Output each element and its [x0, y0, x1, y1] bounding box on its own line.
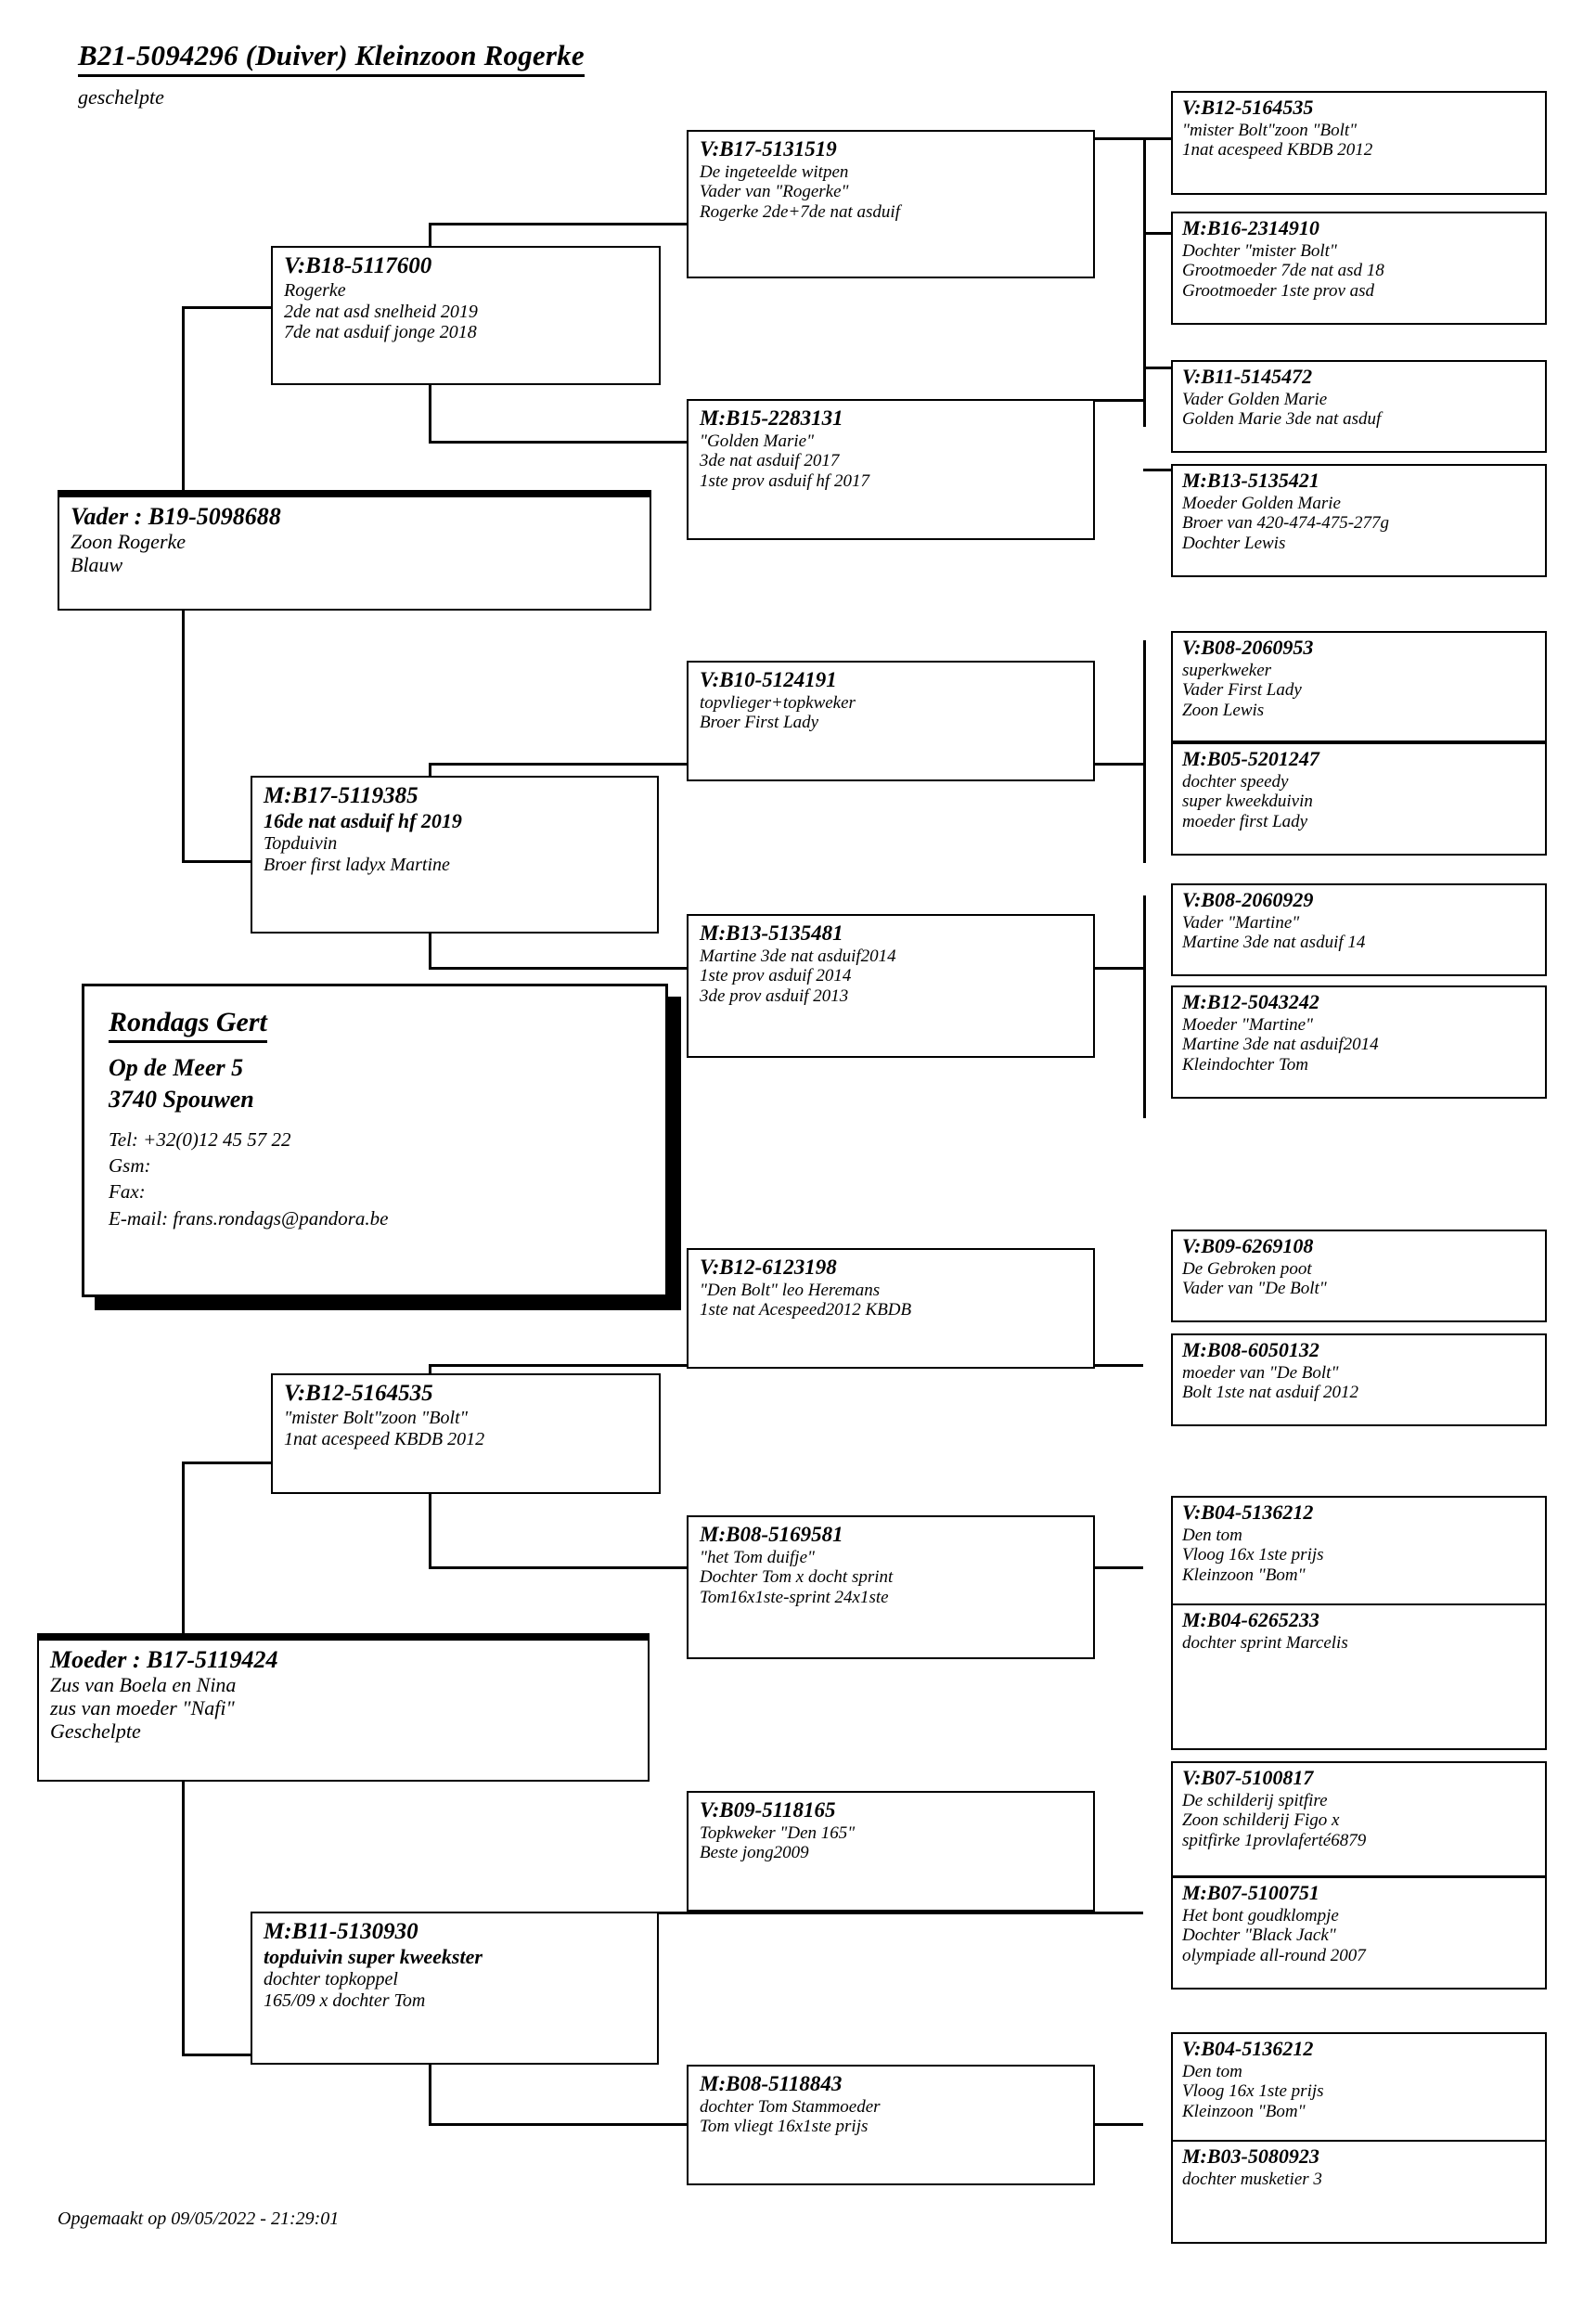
pedigree-box-gen4-6[interactable]: [1171, 742, 1547, 856]
box-line: Bolt 1ste nat asduif 2012: [1182, 1383, 1358, 1403]
box-line: Tom vliegt 16x1ste prijs: [700, 2117, 869, 2137]
box-title: M:B04-6265233: [1182, 1608, 1319, 1631]
box-title: M:B08-5169581: [700, 1523, 843, 1546]
pedigree-box-gen2-2[interactable]: [251, 776, 659, 934]
box-line: Martine 3de nat asduif2014: [700, 946, 896, 966]
box-line: 16de nat asduif hf 2019: [264, 809, 462, 833]
pedigree-box-gen4-10[interactable]: [1171, 1333, 1547, 1426]
box-line: Beste jong2009: [700, 1843, 809, 1863]
box-line: Golden Marie 3de nat asduf: [1182, 409, 1382, 430]
connector-mother-to-gen2c: [182, 1462, 271, 1464]
box-line: dochter topkoppel: [264, 1969, 398, 1990]
connector-gen3b-top: [1143, 367, 1173, 369]
pedigree-box-gen4-8[interactable]: [1171, 985, 1547, 1099]
box-line: 3de prov asduif 2013: [700, 985, 849, 1006]
pedigree-box-gen4-16[interactable]: [1171, 2140, 1547, 2244]
box-line: "het Tom duifje": [700, 1547, 815, 1567]
box-line: Vader "Martine": [1182, 912, 1300, 933]
pedigree-box-gen3-4[interactable]: [687, 914, 1095, 1058]
box-line: De ingeteelde witpen: [700, 161, 849, 182]
box-title: M:B13-5135421: [1182, 469, 1319, 492]
pedigree-box-gen3-2[interactable]: [687, 399, 1095, 540]
box-title: V:B07-5100817: [1182, 1766, 1314, 1789]
box-line: 7de nat asduif jonge 2018: [284, 322, 477, 343]
box-title: Moeder : B17-5119424: [50, 1646, 278, 1673]
box-title: M:B08-5118843: [700, 2072, 843, 2095]
box-line: Topkweker "Den 165": [700, 1822, 856, 1843]
box-line: Zoon schilderij Figo x: [1182, 1810, 1340, 1831]
page-title: B21-5094296 (Duiver) Kleinzoon Rogerke: [78, 39, 585, 77]
box-line: Moeder "Martine": [1182, 1014, 1314, 1035]
box-line: Zoon Rogerke: [71, 530, 187, 554]
box-title: V:B17-5131519: [700, 137, 837, 161]
pedigree-box-gen4-3[interactable]: [1171, 360, 1547, 453]
box-line: Den tom: [1182, 2061, 1242, 2081]
box-line: 3de nat asduif 2017: [700, 451, 840, 471]
box-line: topduivin super kweekster: [264, 1945, 483, 1969]
box-line: Rogerke 2de+7de nat asduif: [700, 201, 900, 222]
box-line: Broer van 420-474-475-277g: [1182, 513, 1390, 534]
connector-gen3a-spine: [1143, 137, 1146, 427]
box-line: Dochter "Black Jack": [1182, 1925, 1336, 1946]
box-title: V:B10-5124191: [700, 668, 837, 691]
box-line: Topduivin: [264, 833, 338, 855]
box-line: Vloog 16x 1ste prijs: [1182, 1545, 1324, 1565]
box-title: M:B07-5100751: [1182, 1881, 1319, 1904]
pedigree-box-gen2-1[interactable]: [271, 246, 661, 385]
box-line: Dochter Tom x docht sprint: [700, 1567, 894, 1588]
breeder-gsm: Gsm:: [109, 1153, 151, 1177]
pedigree-box-mother[interactable]: [37, 1633, 650, 1782]
box-line: Dochter "mister Bolt": [1182, 240, 1337, 261]
connector-gen3c-spine: [1143, 640, 1146, 863]
box-line: Grootmoeder 1ste prov asd: [1182, 280, 1375, 301]
box-line: De Gebroken poot: [1182, 1258, 1312, 1279]
breeder-city: 3740 Spouwen: [109, 1085, 254, 1113]
pedigree-box-gen4-14[interactable]: [1171, 1876, 1547, 1990]
box-line: 1nat acespeed KBDB 2012: [284, 1428, 485, 1449]
page-subtitle: geschelpte: [78, 85, 164, 109]
box-line: Kleinzoon "Bom": [1182, 1565, 1306, 1585]
box-title: M:B03-5080923: [1182, 2144, 1319, 2168]
box-line: Kleindochter Tom: [1182, 1054, 1308, 1075]
pedigree-box-father[interactable]: [58, 490, 651, 611]
pedigree-box-gen3-6[interactable]: [687, 1515, 1095, 1659]
box-line: "mister Bolt"zoon "Bolt": [1182, 120, 1358, 140]
box-title: V:B09-5118165: [700, 1798, 836, 1822]
box-line: Vader van "De Bolt": [1182, 1279, 1327, 1299]
box-line: Geschelpte: [50, 1719, 141, 1744]
box-line: dochter musketier 3: [1182, 2169, 1322, 2189]
box-title: Vader : B19-5098688: [71, 503, 281, 530]
box-line: 1ste prov asduif hf 2017: [700, 470, 869, 491]
box-title: M:B17-5119385: [264, 783, 418, 808]
breeder-street: Op de Meer 5: [109, 1054, 244, 1081]
pedigree-box-gen4-9[interactable]: [1171, 1230, 1547, 1322]
pedigree-box-gen3-1[interactable]: [687, 130, 1095, 278]
box-line: Zoon Lewis: [1182, 700, 1265, 720]
box-title: M:B12-5043242: [1182, 990, 1319, 1013]
connector-gen2b-top: [429, 763, 698, 766]
pedigree-box-gen3-7[interactable]: [687, 1791, 1095, 1912]
box-title: M:B05-5201247: [1182, 747, 1319, 770]
box-line: dochter sprint Marcelis: [1182, 1632, 1348, 1653]
pedigree-box-gen3-3[interactable]: [687, 661, 1095, 781]
box-line: olympiade all-round 2007: [1182, 1945, 1366, 1965]
box-line: Martine 3de nat asduif2014: [1182, 1035, 1379, 1055]
connector-gen2b-bot: [429, 967, 698, 970]
box-line: Broer First Lady: [700, 713, 819, 733]
pedigree-box-gen2-3[interactable]: [271, 1373, 661, 1494]
pedigree-box-gen4-4[interactable]: [1171, 464, 1547, 577]
box-line: Kleinzoon "Bom": [1182, 2101, 1306, 2121]
box-line: Vloog 16x 1ste prijs: [1182, 2081, 1324, 2102]
box-line: Blauw: [71, 553, 123, 577]
box-title: V:B11-5145472: [1182, 365, 1313, 388]
box-title: M:B08-6050132: [1182, 1338, 1319, 1361]
connector-gen2c-bot: [429, 1566, 698, 1569]
pedigree-box-gen4-12[interactable]: [1171, 1603, 1547, 1750]
box-line: 1ste prov asduif 2014: [700, 966, 852, 986]
box-title: M:B13-5135481: [700, 921, 843, 945]
box-line: Het bont goudklompje: [1182, 1905, 1339, 1925]
box-line: "Golden Marie": [700, 431, 815, 451]
box-title: V:B04-5136212: [1182, 2037, 1314, 2060]
box-title: V:B12-6123198: [700, 1256, 837, 1279]
box-line: dochter speedy: [1182, 771, 1289, 792]
box-line: dochter Tom Stammoeder: [700, 2096, 881, 2117]
box-line: Tom16x1ste-sprint 24x1ste: [700, 1587, 889, 1607]
connector-gen2a-bot: [429, 441, 698, 444]
box-title: M:B11-5130930: [264, 1919, 418, 1944]
box-line: topvlieger+topkweker: [700, 692, 856, 713]
box-title: V:B12-5164535: [284, 1381, 433, 1406]
box-line: superkweker: [1182, 660, 1272, 680]
connector-father-to-gen2a: [182, 306, 271, 309]
breeder-name: Rondags Gert: [109, 1007, 267, 1043]
generated-timestamp: Opgemaakt op 09/05/2022 - 21:29:01: [58, 2209, 340, 2229]
connector-gen2a-top: [429, 223, 698, 225]
connector-gen3b-bot: [1143, 469, 1173, 471]
box-line: spitfirke 1provlaferté6879: [1182, 1830, 1367, 1850]
box-line: Moeder Golden Marie: [1182, 493, 1341, 513]
pedigree-box-gen2-4[interactable]: [251, 1912, 659, 2065]
box-line: Vader First Lady: [1182, 680, 1302, 701]
box-line: 1nat acespeed KBDB 2012: [1182, 140, 1373, 161]
box-title: V:B18-5117600: [284, 253, 432, 278]
box-line: Dochter Lewis: [1182, 533, 1286, 553]
breeder-fax: Fax:: [109, 1180, 146, 1204]
pedigree-box-gen4-15[interactable]: [1171, 2032, 1547, 2142]
pedigree-box-gen4-2[interactable]: [1171, 212, 1547, 325]
box-line: 1ste nat Acespeed2012 KBDB: [700, 1300, 912, 1320]
breeder-tel: Tel: +32(0)12 45 57 22: [109, 1127, 291, 1151]
pedigree-box-gen4-5[interactable]: [1171, 631, 1547, 742]
box-line: Vader Golden Marie: [1182, 389, 1328, 409]
box-title: V:B08-2060953: [1182, 636, 1314, 659]
pedigree-box-gen4-1[interactable]: [1171, 91, 1547, 195]
box-title: V:B12-5164535: [1182, 96, 1314, 119]
box-line: 2de nat asd snelheid 2019: [284, 301, 478, 322]
box-line: super kweekduivin: [1182, 792, 1313, 812]
pedigree-box-gen3-5[interactable]: [687, 1248, 1095, 1369]
pedigree-box-gen3-8[interactable]: [687, 2065, 1095, 2185]
connector-gen3d-spine: [1143, 895, 1146, 1118]
connector-gen3a-bot: [1143, 232, 1173, 235]
box-title: V:B04-5136212: [1182, 1500, 1314, 1524]
breeder-address-card: [82, 984, 668, 1297]
box-line: Broer first ladyx Martine: [264, 854, 450, 875]
connector-gen3g-in: [698, 1912, 1143, 1914]
connector-gen2c-top: [429, 1364, 698, 1367]
box-line: moeder van "De Bolt": [1182, 1362, 1339, 1383]
box-line: zus van moeder "Nafi": [50, 1696, 235, 1720]
box-line: Grootmoeder 7de nat asd 18: [1182, 261, 1384, 281]
box-title: M:B16-2314910: [1182, 216, 1319, 239]
pedigree-box-gen4-7[interactable]: [1171, 883, 1547, 976]
box-line: De schilderij spitfire: [1182, 1790, 1328, 1810]
connector-gen2d-bot: [429, 2123, 698, 2126]
connector-gen3a-top: [1143, 137, 1173, 140]
pedigree-box-gen4-11[interactable]: [1171, 1496, 1547, 1605]
box-line: Martine 3de nat asduif 14: [1182, 933, 1366, 953]
box-title: V:B09-6269108: [1182, 1234, 1314, 1257]
box-line: "mister Bolt"zoon "Bolt": [284, 1408, 469, 1429]
box-line: Den tom: [1182, 1525, 1242, 1545]
pedigree-box-gen4-13[interactable]: [1171, 1761, 1547, 1877]
box-line: Vader van "Rogerke": [700, 182, 849, 202]
breeder-email: E-mail: frans.rondags@pandora.be: [109, 1206, 389, 1230]
box-title: M:B15-2283131: [700, 406, 843, 430]
box-line: Rogerke: [284, 280, 346, 302]
box-title: V:B08-2060929: [1182, 888, 1314, 911]
box-line: moeder first Lady: [1182, 811, 1308, 831]
box-line: "Den Bolt" leo Heremans: [700, 1280, 881, 1300]
box-line: 165/09 x dochter Tom: [264, 1990, 426, 2011]
box-line: Zus van Boela en Nina: [50, 1673, 237, 1697]
